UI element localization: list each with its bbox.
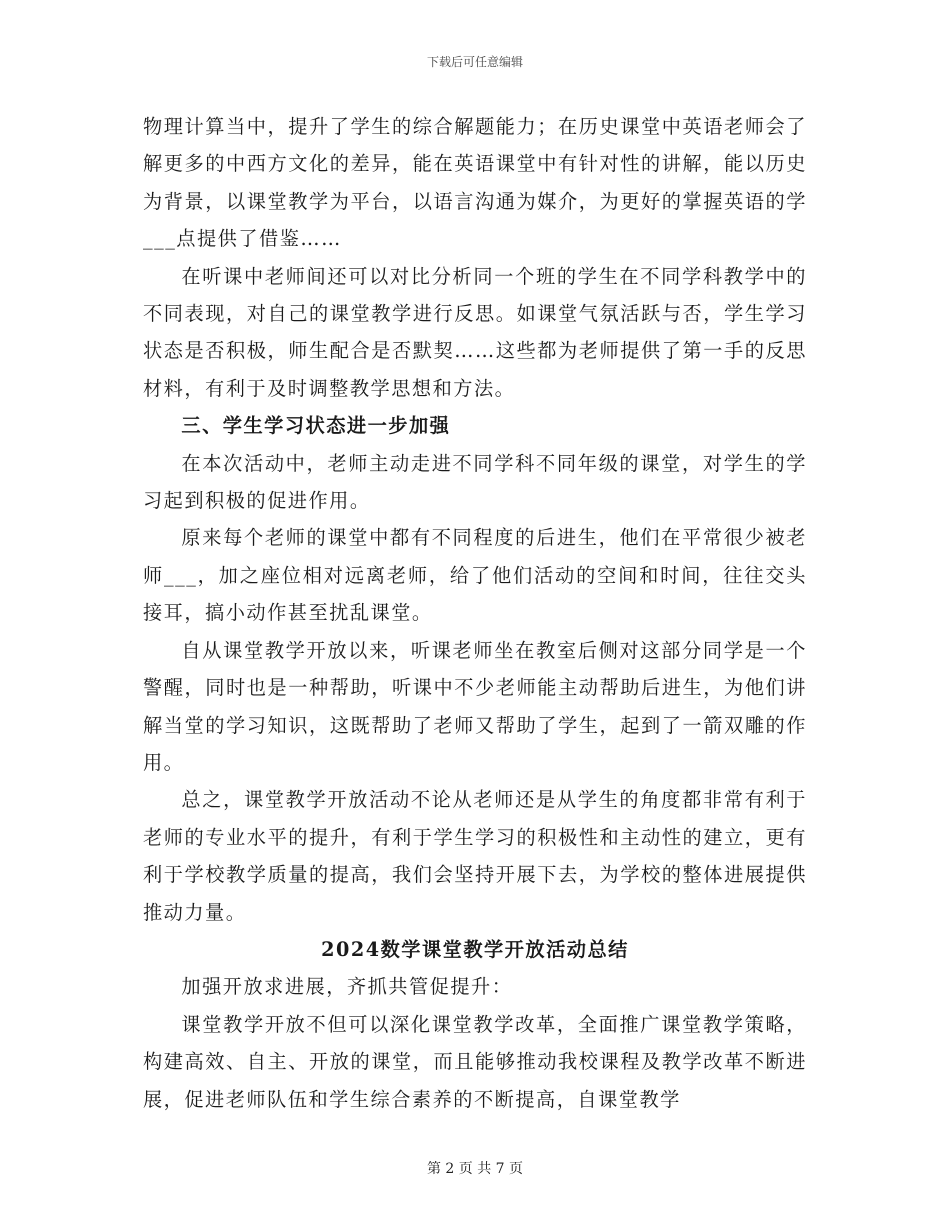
section-heading-3: 三、学生学习状态进一步加强 xyxy=(181,414,451,438)
paragraph-4: 原来每个老师的课堂中都有不同程度的后进生，他们在平常很少被老师___，加之座位相对远离老师，给了他们活动的空间和时间，往往交头接耳，搞小动作甚至扰乱课堂。 xyxy=(143,526,807,625)
paragraph-2: 在听课中老师间还可以对比分析同一个班的学生在不同学科教学中的不同表现，对自己的课堂教学进行反思。如课堂气氛活跃与否，学生学习状态是否积极，师生配合是否默契……这些都为老师提供了第一手的反思材料，有利于及时调整教学思想和方法。 xyxy=(143,264,807,400)
paragraph-6: 总之，课堂教学开放活动不论从老师还是从学生的角度都非常有利于老师的专业水平的提升，有利于学生学习的积极性和主动性的建立，更有利于学校教学质量的提高，我们会坚持开展下去，为学校的整体进展提供推动力量。 xyxy=(143,788,807,924)
page-footer: 第 2 页 共 7 页 xyxy=(426,1161,524,1177)
paragraph-1: 物理计算当中，提升了学生的综合解题能力；在历史课堂中英语老师会了解更多的中西方文化的差异，能在英语课堂中有针对性的讲解，能以历史为背景，以课堂教学为平台，以语言沟通为媒介，为更好的掌握英语的学___点提供了借鉴…… xyxy=(143,115,807,251)
document-body xyxy=(143,108,807,1118)
paragraph-5: 自从课堂教学开放以来，听课老师坐在教室后侧对这部分同学是一个警醒，同时也是一种帮助，听课中不少老师能主动帮助后进生，为他们讲解当堂的学习知识，这既帮助了老师又帮助了学生，起到了一箭双雕的作用。 xyxy=(143,638,807,774)
page-header: 下载后可任意编辑 xyxy=(426,55,523,69)
paragraph-7: 加强开放求进展，齐抓共管促提升： xyxy=(181,975,513,999)
paragraph-3: 在本次活动中，老师主动走进不同学科不同年级的课堂，对学生的学习起到积极的促进作用。 xyxy=(143,451,807,513)
paragraph-8: 课堂教学开放不但可以深化课堂教学改革，全面推广课堂教学策略，构建高效、自主、开放的课堂，而且能够推动我校课程及教学改革不断进展，促进老师队伍和学生综合素养的不断提高，自课堂教学 xyxy=(143,1012,807,1111)
document-title: 2024数学课堂教学开放活动总结 xyxy=(321,937,629,961)
